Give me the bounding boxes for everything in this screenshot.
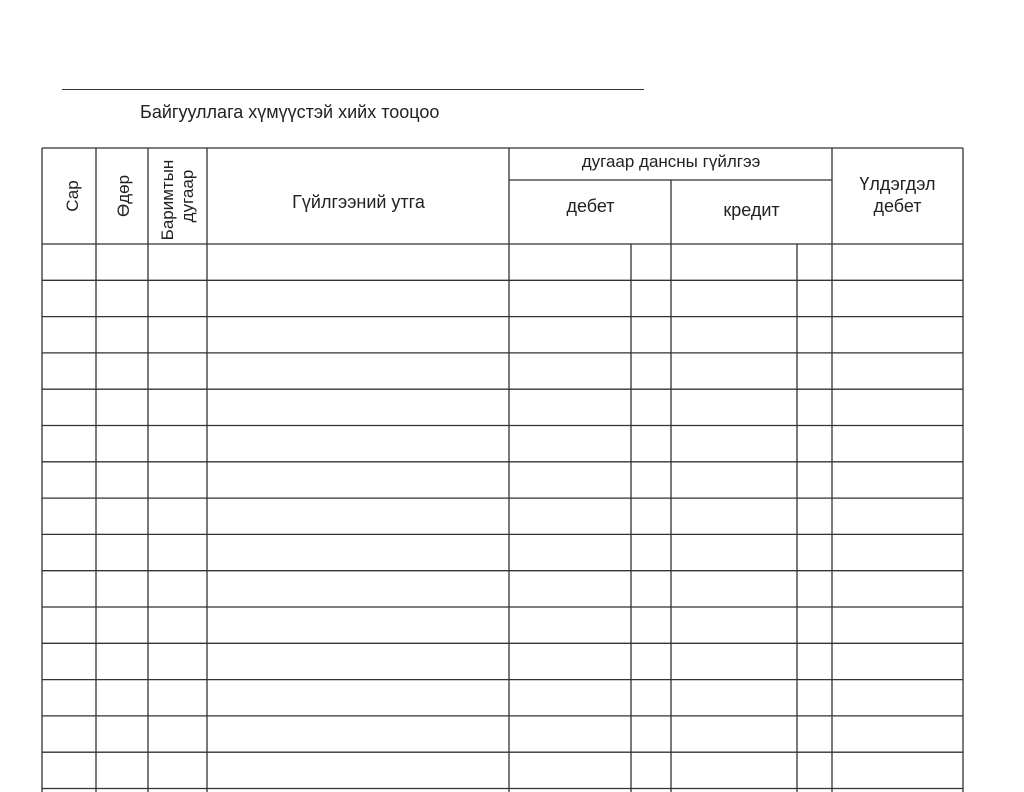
header-day: Өдөр (114, 174, 133, 218)
header-debit: дебет (566, 196, 615, 216)
header-account-transaction: дугаар дансны гүйлгээ (581, 152, 761, 171)
header-balance-line1: Үлдэгдэл (859, 174, 936, 194)
header-document-number-line1: Баримтын (158, 159, 177, 241)
header-description: Гүйлгээний утга (292, 192, 425, 212)
header-credit: кредит (723, 200, 780, 220)
header-balance-line2: дебет (873, 196, 922, 216)
header-document-number-line2: дугаар (178, 169, 197, 223)
document-title: Байгууллага хүмүүстэй хийх тооцоо (140, 102, 440, 122)
header-month: Сар (63, 180, 82, 212)
